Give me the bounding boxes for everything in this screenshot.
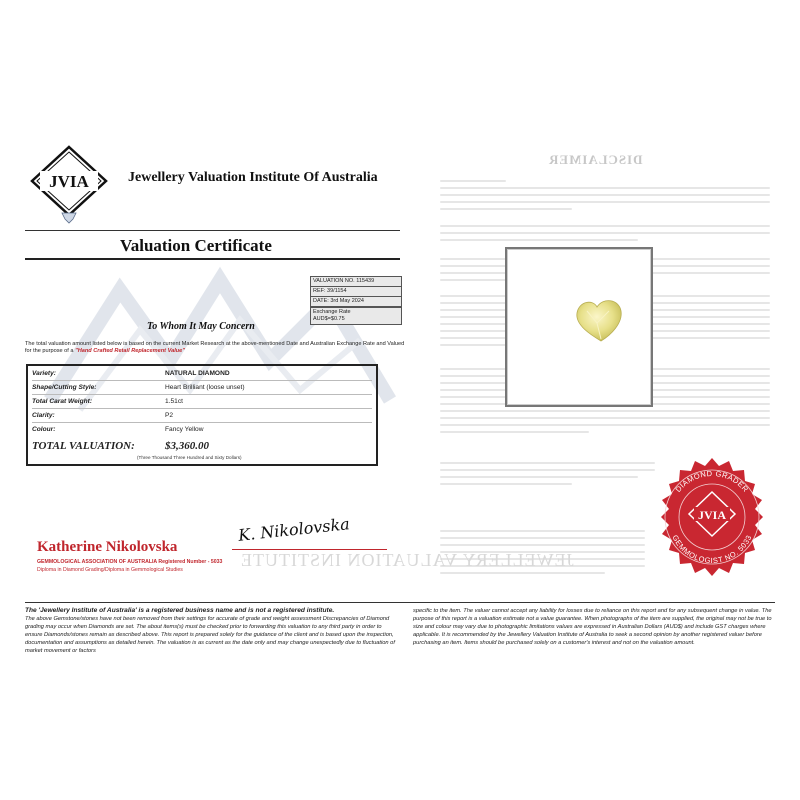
detail-value: 1.51ct [165,398,183,405]
valuer-registration: GEMMOLOGICAL ASSOCIATION OF AUSTRALIA Registered Number - 5033 [37,559,223,565]
seal-bottom-text: GEMMOLOGIST NO. 5033 [670,533,754,566]
diamond-grader-seal [651,456,773,578]
detail-label: Colour: [32,426,56,433]
signature-ghost-text: JEWELLERY VALUATION INSTITUTE [240,550,574,570]
jvia-logo-icon [28,143,110,225]
valuer-name: Katherine Nikolovska [37,539,178,555]
valuation-date: DATE: 3rd May 2024 [310,296,402,307]
footer-left-text: The above Gemstone/stones have not been removed from their settings for accurate of grade and weight assessment Discrepancies of Diamond grading may occur when Diamonds are set. The about items(s) must be checked prior to forwarding this valuation to any third party in order to ensure Diamonds/stones remain as described above. This report is prepared solely for the guidance of the client and is based upon the inspection, documentation and assumptions as detailed herein. The valuation is as current as the date only and may change unexpectedly due to fluctuation of market movement or factors [25,616,395,654]
logo-text: JVIA [49,172,89,191]
ghost-lines-block-2 [440,225,770,246]
ghost-disclaimer-title: DISCLAIMER [548,152,643,167]
seal-center-text: JVIA [697,508,727,522]
detail-value: P2 [165,412,174,419]
detail-value: NATURAL DIAMOND [165,370,230,377]
signature-line [232,549,387,550]
salutation: To Whom It May Concern [147,321,255,332]
exchange-rate [310,307,402,325]
title-divider [25,258,400,260]
certificate-title: Valuation Certificate [120,236,272,255]
diamond-photo [505,247,653,407]
intro-text: The total valuation amount listed below is based on the current Market Research at the above-mentioned Date and Australian Exchange Rate and Valued for the purpose of a [25,341,405,354]
total-label: TOTAL VALUATION: [32,440,135,452]
handwritten-signature: K. Nikolovska [237,514,351,545]
reference-number: REF: 39/1154 [310,286,402,297]
detail-label: Variety: [32,370,56,377]
seal-top-text: DIAMOND GRADER [673,468,751,494]
heart-diamond-image [507,249,651,405]
exchange-rate-value: AUD$=$0.75 [313,316,345,322]
valuer-diplomas: Diploma in Diamond Grading/Diploma in Gemmological Studies [37,567,183,573]
header-divider [25,230,400,231]
org-name: Jewellery Valuation Institute Of Australia [128,170,378,185]
details-table [26,364,378,466]
footer-left [25,607,397,655]
total-in-words: (Three Thousand Three Hundred and Sixty Dollars) [137,455,242,460]
exchange-rate-label: Exchange Rate [313,309,351,315]
total-value: $3,360.00 [165,440,209,452]
intro-highlight: "Hand Crafted Retail Replacement Value" [75,348,185,354]
footer-right-text: specific to the item. The valuer cannot accept any liability for losses due to reliance on this report and for any subsequent change in value. The purpose of this report is a valuation estimate not a value guarantee. When photographs of the item are supplied, the original may not be true to size and colour may vary due to photographic limitations values are expressed in Australian Dollars (AUD$) and include GST charges where applicable. It is recommended by the Jewellery Valuation Institute of Australia to seek a second opinion by another registered valuer before purchasing an item. Items should be purchased solely on a customer's interest and not on the valuation amount. [413,608,772,646]
valuation-number: VALUATION NO. 115439 [310,276,402,287]
detail-value: Fancy Yellow [165,426,204,433]
detail-label: Shape/Cutting Style: [32,384,97,391]
reference-box [310,276,402,332]
detail-label: Total Carat Weight: [32,398,93,405]
footer-bold-notice: The 'Jewellery Institute of Australia' is a registered business name and is not a registered institute. [25,607,335,614]
intro-paragraph [25,341,405,355]
footer-divider [25,602,775,603]
detail-label: Clarity: [32,412,55,419]
detail-value: Heart Brilliant (loose unset) [165,384,245,391]
ghost-lines-block-1 [440,180,770,215]
